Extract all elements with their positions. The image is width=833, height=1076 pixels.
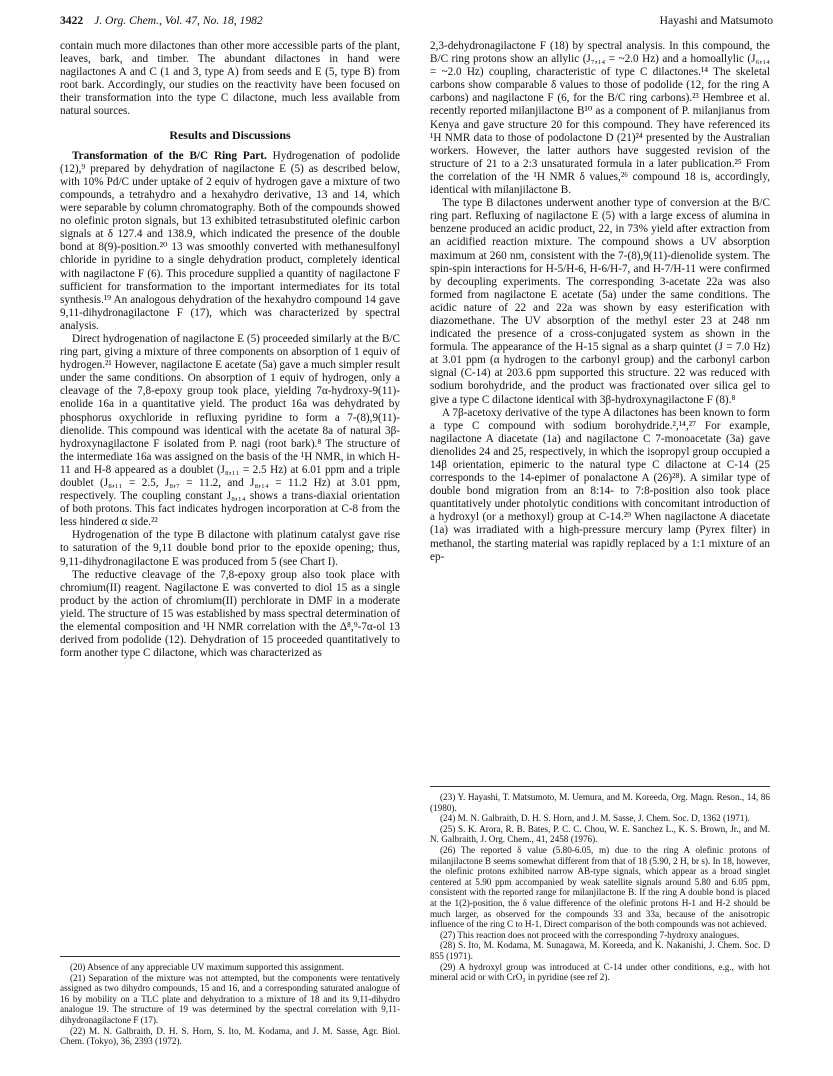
page-header xyxy=(60,14,773,30)
right-column xyxy=(430,40,770,564)
footnote: (22) M. N. Galbraith, D. H. S. Horn, S. Ito, M. Kodama, and J. M. Sasse, Agr. Biol. Chem. (Tokyo), 36, 2393 (1972). xyxy=(60,1025,400,1047)
footnote: (26) The reported δ value (5.80-6.05, m) due to the ring A olefinic protons of milanjilactone B seems somewhat different from that of 18 (5.90, 2 H, br s). In 18, however, the olefinic protons exhibited narrow AB-type signals, which appear as a broad singlet centered at 5.90 ppm accompanied by weak satellite signals around 5.80 and 6.05 ppm, consistent with the reported range for milanjilactone B. If the ring A double bond is placed at the 1(2)-position, the δ value difference of the olefinic protons H-1 and H-2 should be much larger, as observed for the compounds 33 and 33a, because of the anisotropic influence of the ring C to H-1. Direct comparison of the both compounds was not achieved. xyxy=(430,844,770,930)
section-heading: Results and Discussions xyxy=(169,127,291,142)
footnote: (24) M. N. Galbraith, D. H. S. Horn, and J. M. Sasse, J. Chem. Soc. D, 1362 (1971). xyxy=(440,813,750,824)
paragraph-dehydronagilactone: 2,3-dehydronagilactone F (18) by spectral analysis. In this compound, the B/C ring protons show an allylic (J₇,₁₄ = ~2.0 Hz) and a homoallylic (J₆,₁₄ = ~2.0 Hz) coupling, characteristic of type C dilactones.¹⁴ The skeletal carbons show comparable δ values to those of podolide (12, for the ring A carbons) and nagilactone F (6, for the B/C ring carbons).²³ Hembree et al. recently reported milanjilactone B¹⁰ as a component of P. milanjianus from Kenya and gave structure 20 for this compound. They have referenced its ¹H NMR data to those of podolactone D (21)²⁴ presented by the Australian workers. However, the latter authors have suggested revision of the structure of 21 to a 2:3 unsaturated formula in a later publication.²⁵ From the correlation of the ¹H NMR δ values,²⁶ compound 18 is, accordingly, identical with milanjilactone B. xyxy=(430,40,770,197)
journal-citation: J. Org. Chem., Vol. 47, No. 18, 1982 xyxy=(94,14,263,27)
paragraph-reductive-cleavage: The reductive cleavage of the 7,8-epoxy group also took place with chromium(II) reagent. Nagilactone E was converted to diol 15 as a single product by the action of chromium(II) perchlorate in DMF in a moderate yield. The structure of 15 was established by mass spectral determination of the elemental composition and ¹H NMR correlation with the Δ⁸,⁹-7α-ol 13 derived from podolide (12). Dehydration of 15 proceeded quantitatively to form another type C dilactone, which was characterized as xyxy=(60,568,400,660)
header-left xyxy=(60,14,263,27)
footnote-rule xyxy=(430,786,770,787)
footnote: (20) Absence of any appreciable UV maximum supported this assignment. xyxy=(70,962,344,972)
footnote: (23) Y. Hayashi, T. Matsumoto, M. Uemura, and M. Koreeda, Org. Magn. Reson., 14, 86 (1980). xyxy=(430,792,770,813)
footnote: (21) Separation of the mixture was not attempted, but the components were tentatively assigned as two dihydro compounds, 15 and 16, and a corresponding saturated analogue of 16 by mobility on a TLC plate and dehydration to a mixture of 18 and its 9,11-dihydro analogue 19. The structure of 19 was determined by the spectral correlation with 9,11-dihydronagilactone F (17). xyxy=(60,972,400,1025)
left-column xyxy=(60,40,400,660)
footnotes-right xyxy=(430,778,770,983)
footnote-rule xyxy=(60,956,400,957)
footnote: (25) S. K. Arora, R. B. Bates, P. C. C. Chou, W. E. Sanchez L., K. S. Brown, Jr., and M. N. Galbraith, J. Org. Chem., 41, 2458 (1976). xyxy=(430,823,770,845)
page-number: 3422 xyxy=(60,14,84,27)
paragraph-run-in-title: Transformation of the B/C Ring Part. xyxy=(72,149,267,162)
paragraph-type-b-conversion: The type B dilactones underwent another type of conversion at the B/C ring part. Refluxing of nagilactone E (5) with a large excess of alumina in benzene produced an acidic product, 22, in 73% yield after extraction from an acidified reaction mixture. The compound shows a UV absorption maximum at 260 nm, consistent with the 7-(8),9(11)-dienolide system. The spin-spin interactions for H-5/H-6, H-6/H-7, and H-7/H-11 were confirmed by decoupling experiments. The corresponding 3-acetate 22a was also formed from nagilactone E acetate (5a) under the same conditions. The acidic nature of 22 and 22a was shown by easy esterification with diazomethane. The UV absorption of the methyl ester 23 at 248 nm indicated the presence of a cross-conjugated system as shown in the formula. The appearance of the H-15 signal as a sharp quintet (J = 7.0 Hz) at 3.01 ppm (α hydrogen to the carbonyl group) and the carbonyl carbon signal (C-14) at 203.6 ppm supported this structure. 22 was reduced with sodium borohydride, and the product was fractionated over silica gel to give a type C dilactone identical with 3β-hydroxynagilactone F (8).⁸ xyxy=(430,197,770,406)
header-authors: Hayashi and Matsumoto xyxy=(659,14,773,27)
paragraph-transformation-body: Hydrogenation of podolide (12),⁹ prepared by dehydration of nagilactone E (5) as described below, with 10% Pd/C under uptake of 2 equiv of hydrogen gave a mixture of two compounds, a tetrahydro and a hexahydro derivative, 13 and 14, which were separable by column chromatography. Both of the compounds showed no olefinic proton signals, but 13 exhibited tetrasubstituted olefinic carbon signals at δ 127.4 and 138.9, which indicated the presence of the double bond at 8(9)-position.²⁰ 13 was smoothly converted with methanesulfonyl chloride in pyridine to a single dehydration product, completely identical with nagilactone F (6). This procedure supplied a quantity of nagilactone F sufficient for transformation to the important intermediates for its total synthesis.¹⁹ An analogous dehydration of the hexahydro compound 14 gave 9,11-dihydronagilactone F (17), which was characterized by spectral analysis. xyxy=(60,149,400,332)
footnote: (27) This reaction does not proceed with the corresponding 7-hydroxy analogues. xyxy=(440,929,740,940)
footnote: (28) S. Ito, M. Kodama, M. Sunagawa, M. Koreeda, and K. Nakanishi, J. Chem. Soc. D 855 (1971). xyxy=(430,940,770,961)
paragraph-direct-hydrogenation: Direct hydrogenation of nagilactone E (5) proceeded similarly at the B/C ring part, giving a mixture of three components on absorption of 1 equiv of hydrogen.²¹ However, nagilactone E acetate (5a) gave a much simpler result under the same conditions. On absorption of 1 equiv of hydrogen, only a cleavage of the 7,8-epoxy group took place, yielding 7α-hydroxy-9(11)-enolide 16a in a quantitative yield. The product 16a was dehydrated by phosphorus oxychloride in refluxing pyridine to form a 7-(8),9(11)-dienolide. This compound was identical with the acetate 8a of natural 3β-hydroxynagilactone F isolated from P. nagi (root bark).⁸ The structure of the intermediate 16a was assigned on the basis of the ¹H NMR, in which H-11 and H-8 appeared as a doublet (J₈,₁₁ = 2.5 Hz) at 6.01 ppm and a triple doublet (J₈,₁₁ = 2.5, J₈,₇ = 11.2, and J₈,₁₄ = 11.2 Hz) at 3.01 ppm, respectively. The coupling constant J₈,₁₄ shows a trans-diaxial orientation of both protons. This fact indicates hydrogen incorporation at C-8 from the less hindered α side.²² xyxy=(60,332,400,529)
paragraph-intro-continued: contain much more dilactones than other more accessible parts of the plant, leaves, bark, and timber. The abundant dilactones in hand were nagilactones A and C (1 and 3, type A) from seeds and E (5, type B) from root bark. Accordingly, our studies on the reactivity have been focused on their transformation into the type C dilactone, much less available from natural sources. xyxy=(60,40,400,118)
footnotes-left xyxy=(60,948,400,1047)
footnote: (29) A hydroxyl group was introduced at C-14 under other conditions, e.g., with hot mineral acid or with CrO₃ in pyridine (see ref 2). xyxy=(430,961,770,983)
paragraph-type-b-hydrogenation: Hydrogenation of the type B dilactone with platinum catalyst gave rise to saturation of the 9,11 double bond prior to the epoxide opening; thus, 9,11-dihydronagilactone E was produced from 5 (see Chart I). xyxy=(60,529,400,568)
paragraph-acetoxy-derivative: A 7β-acetoxy derivative of the type A dilactones has been known to form a type C compound with sodium borohydride.²,¹⁴,²⁷ For example, nagilactone A diacetate (1a) and nagilactone C 7-monoacetate (3a) gave dienolides 24 and 25, respectively, in which the isopropyl group occupied a 14β orientation, epimeric to the natural type C dilactone at C-14 (25 corresponds to the 14-epimer of ponalactone A (26)²⁸). A similar type of double bond migration from an 8:14- to 7:8-position also took place quantitatively under photolytic conditions with concomitant introduction of a hydroxyl (or a methoxyl) group at C-14.²⁹ When nagilactone A diacetate (1a) was irradiated with a high-pressure mercury lamp (Pyrex filter) in methanol, the starting material was rapidly replaced by a 1:1 mixture of an ep- xyxy=(430,406,770,563)
paragraph-transformation xyxy=(60,150,400,333)
